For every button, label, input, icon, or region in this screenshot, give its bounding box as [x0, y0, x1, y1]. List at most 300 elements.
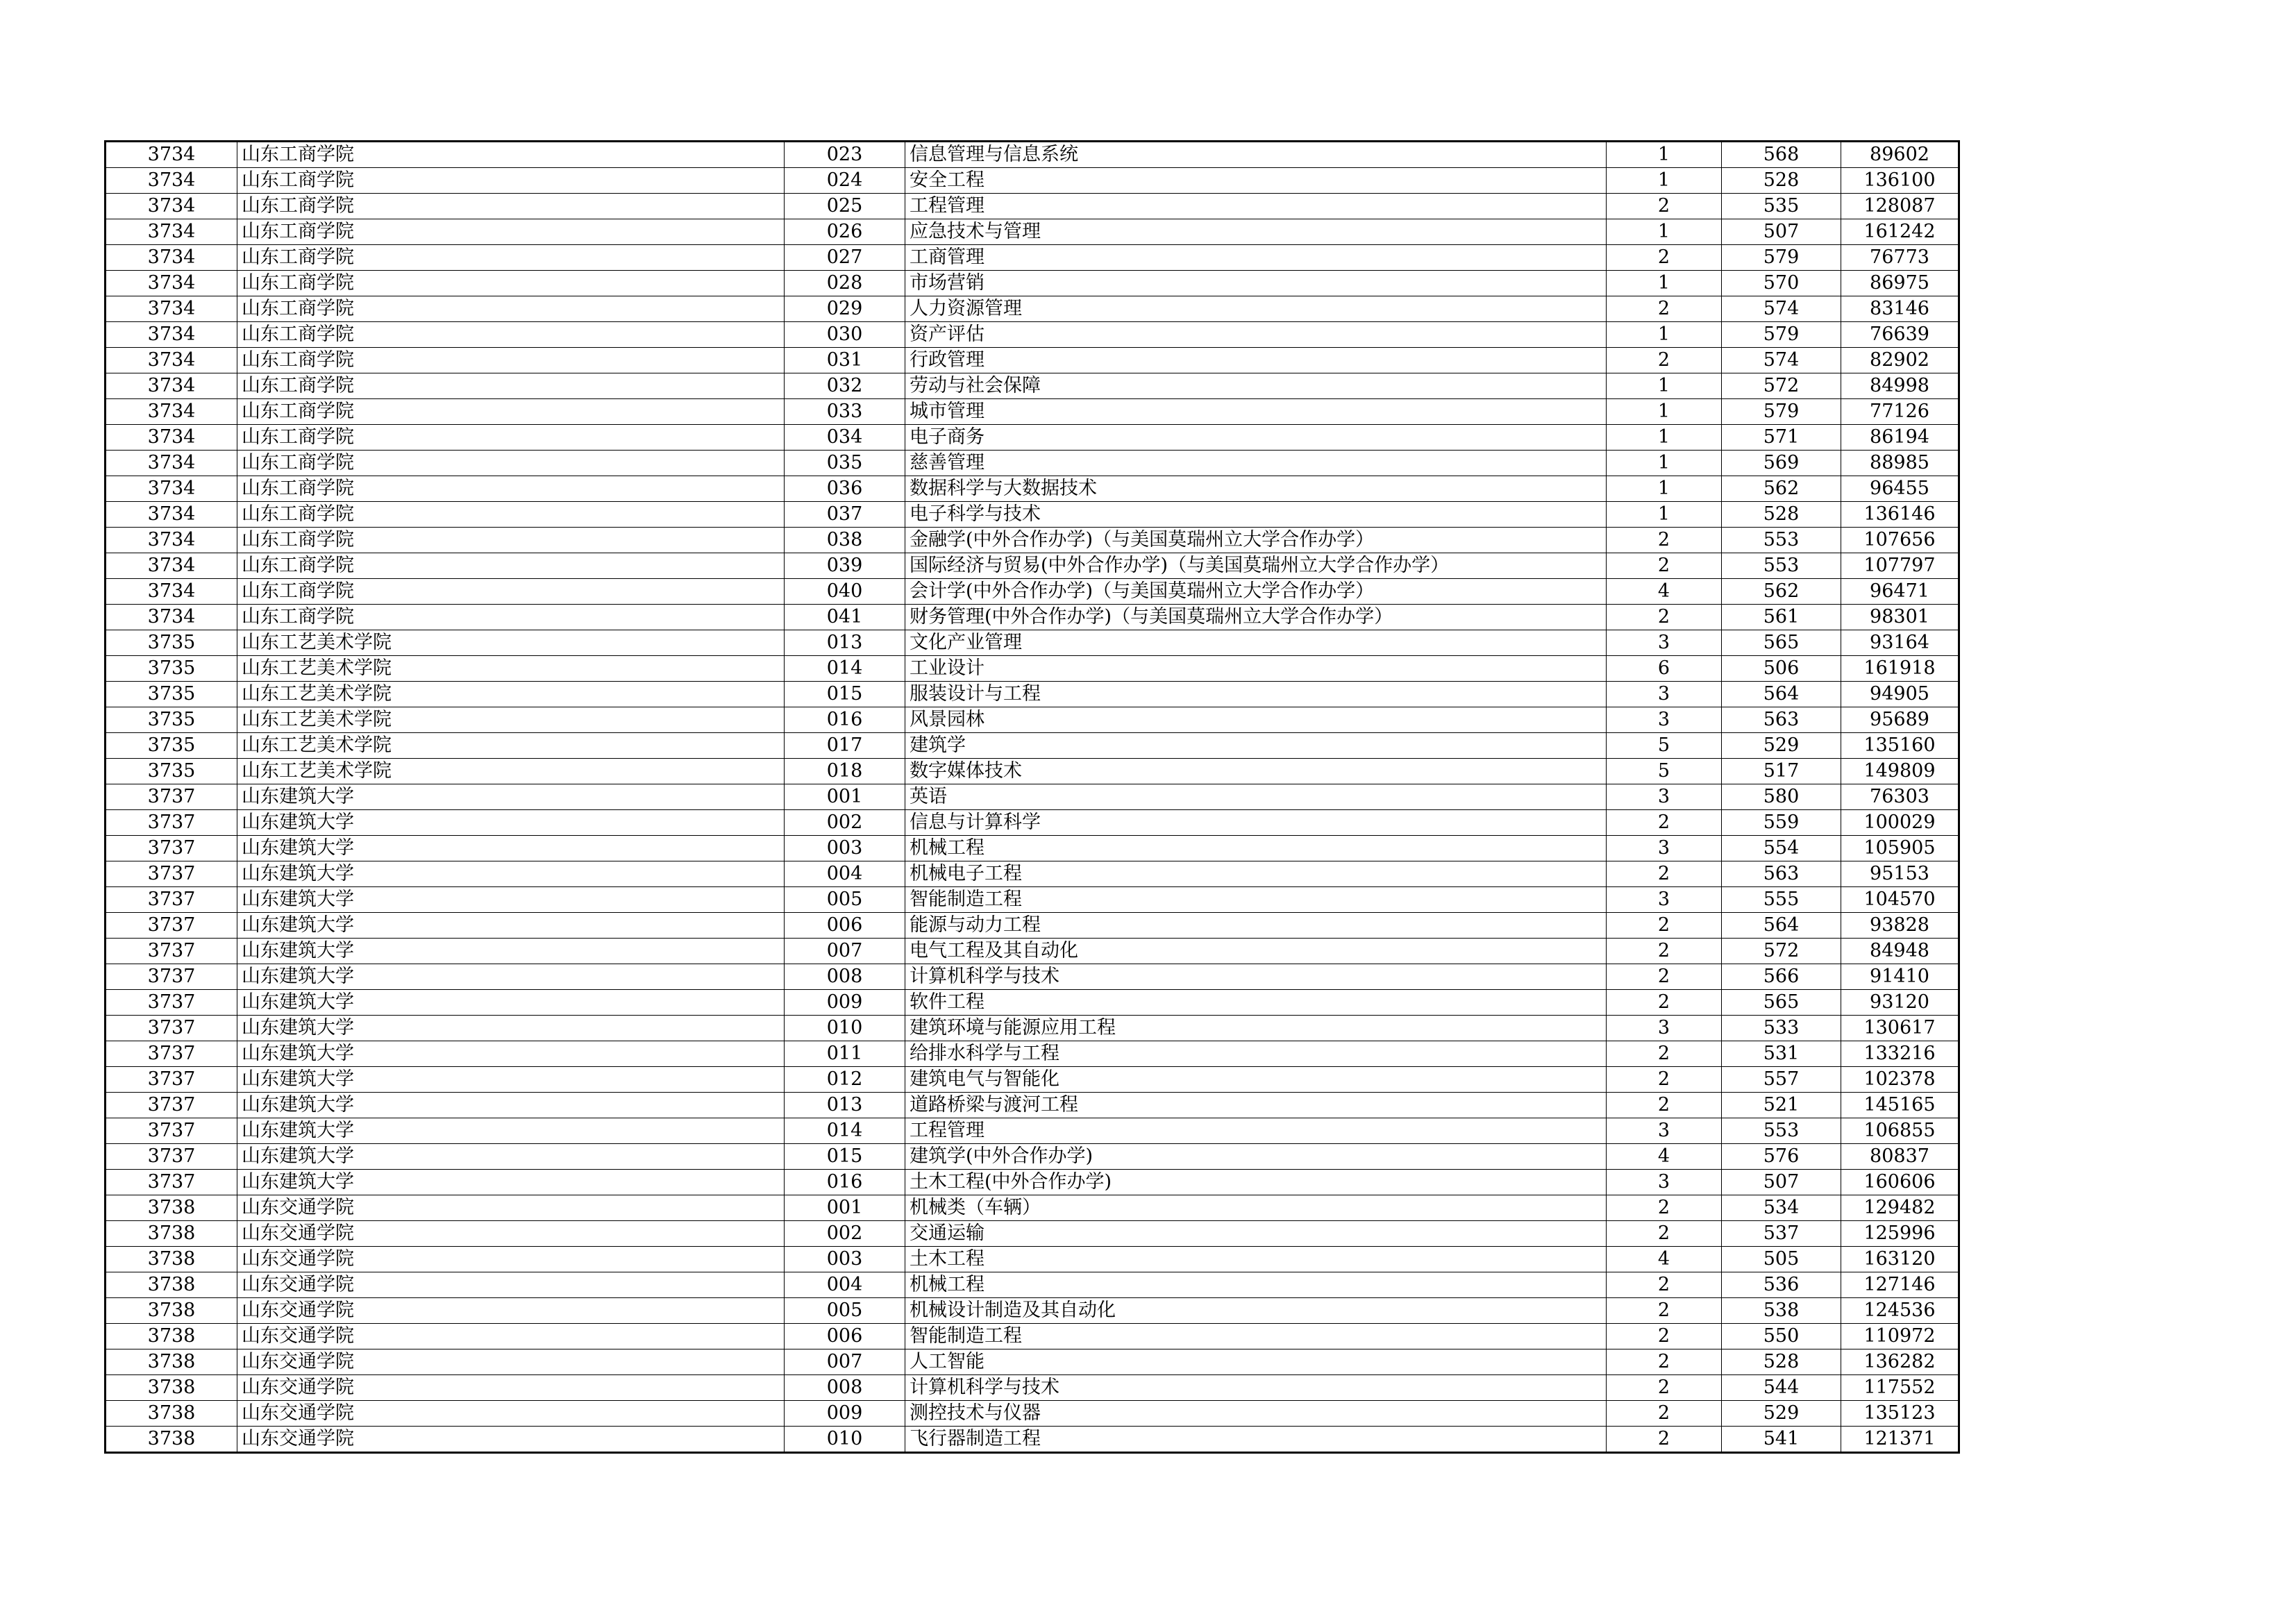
- table-row: [106, 810, 1959, 836]
- min-rank-cell: 84948: [1841, 939, 1959, 964]
- plan-count-cell: 2: [1607, 528, 1722, 553]
- major-name-cell: 工业设计: [905, 656, 1607, 682]
- table-row: [106, 1401, 1959, 1427]
- school-code-cell: 3737: [106, 939, 237, 964]
- table-row: [106, 1375, 1959, 1401]
- min-rank-cell: 160606: [1841, 1170, 1959, 1195]
- major-name-cell: 资产评估: [905, 322, 1607, 348]
- school-name-cell: 山东建筑大学: [237, 1016, 785, 1041]
- plan-count-cell: 3: [1607, 1170, 1722, 1195]
- plan-count-cell: 1: [1607, 219, 1722, 245]
- plan-count-cell: 2: [1607, 1195, 1722, 1221]
- major-code-cell: 002: [785, 810, 905, 836]
- table-row: [106, 168, 1959, 194]
- major-code-cell: 016: [785, 1170, 905, 1195]
- major-name-cell: 飞行器制造工程: [905, 1427, 1607, 1453]
- school-code-cell: 3734: [106, 553, 237, 579]
- school-name-cell: 山东工商学院: [237, 425, 785, 451]
- major-name-cell: 建筑电气与智能化: [905, 1067, 1607, 1093]
- school-name-cell: 山东工商学院: [237, 528, 785, 553]
- min-rank-cell: 84998: [1841, 373, 1959, 399]
- min-rank-cell: 96471: [1841, 579, 1959, 605]
- major-name-cell: 机械电子工程: [905, 861, 1607, 887]
- school-name-cell: 山东交通学院: [237, 1375, 785, 1401]
- min-rank-cell: 105905: [1841, 836, 1959, 861]
- major-code-cell: 024: [785, 168, 905, 194]
- min-score-cell: 531: [1722, 1041, 1841, 1067]
- min-rank-cell: 161918: [1841, 656, 1959, 682]
- min-score-cell: 544: [1722, 1375, 1841, 1401]
- major-code-cell: 023: [785, 142, 905, 168]
- school-code-cell: 3737: [106, 1144, 237, 1170]
- table-row: [106, 1349, 1959, 1375]
- min-rank-cell: 93828: [1841, 913, 1959, 939]
- table-row: [106, 1093, 1959, 1118]
- major-code-cell: 029: [785, 296, 905, 322]
- school-name-cell: 山东建筑大学: [237, 1093, 785, 1118]
- min-rank-cell: 95689: [1841, 707, 1959, 733]
- plan-count-cell: 2: [1607, 939, 1722, 964]
- major-code-cell: 005: [785, 887, 905, 913]
- table-row: [106, 1016, 1959, 1041]
- table-row: [106, 348, 1959, 373]
- plan-count-cell: 2: [1607, 1324, 1722, 1349]
- school-name-cell: 山东工商学院: [237, 296, 785, 322]
- min-rank-cell: 95153: [1841, 861, 1959, 887]
- major-name-cell: 道路桥梁与渡河工程: [905, 1093, 1607, 1118]
- school-name-cell: 山东建筑大学: [237, 784, 785, 810]
- school-name-cell: 山东工商学院: [237, 502, 785, 528]
- major-code-cell: 036: [785, 476, 905, 502]
- school-name-cell: 山东交通学院: [237, 1247, 785, 1272]
- min-rank-cell: 82902: [1841, 348, 1959, 373]
- table-row: [106, 1170, 1959, 1195]
- min-score-cell: 562: [1722, 579, 1841, 605]
- table-row: [106, 451, 1959, 476]
- school-name-cell: 山东工商学院: [237, 219, 785, 245]
- major-name-cell: 工程管理: [905, 194, 1607, 219]
- major-name-cell: 电气工程及其自动化: [905, 939, 1607, 964]
- plan-count-cell: 4: [1607, 579, 1722, 605]
- school-name-cell: 山东工商学院: [237, 194, 785, 219]
- min-score-cell: 507: [1722, 219, 1841, 245]
- major-name-cell: 英语: [905, 784, 1607, 810]
- min-score-cell: 550: [1722, 1324, 1841, 1349]
- plan-count-cell: 3: [1607, 682, 1722, 707]
- min-score-cell: 521: [1722, 1093, 1841, 1118]
- major-name-cell: 机械设计制造及其自动化: [905, 1298, 1607, 1324]
- min-rank-cell: 110972: [1841, 1324, 1959, 1349]
- plan-count-cell: 2: [1607, 1093, 1722, 1118]
- min-rank-cell: 76639: [1841, 322, 1959, 348]
- plan-count-cell: 2: [1607, 1401, 1722, 1427]
- admission-data-table: [104, 140, 1960, 1454]
- min-score-cell: 579: [1722, 245, 1841, 271]
- school-name-cell: 山东工商学院: [237, 142, 785, 168]
- min-rank-cell: 161242: [1841, 219, 1959, 245]
- min-rank-cell: 76303: [1841, 784, 1959, 810]
- plan-count-cell: 1: [1607, 142, 1722, 168]
- min-score-cell: 574: [1722, 296, 1841, 322]
- school-code-cell: 3735: [106, 733, 237, 759]
- major-code-cell: 040: [785, 579, 905, 605]
- table-row: [106, 630, 1959, 656]
- min-score-cell: 564: [1722, 682, 1841, 707]
- table-row: [106, 656, 1959, 682]
- school-name-cell: 山东建筑大学: [237, 887, 785, 913]
- major-name-cell: 交通运输: [905, 1221, 1607, 1247]
- min-score-cell: 563: [1722, 707, 1841, 733]
- school-name-cell: 山东交通学院: [237, 1221, 785, 1247]
- major-code-cell: 031: [785, 348, 905, 373]
- school-code-cell: 3737: [106, 810, 237, 836]
- major-name-cell: 电子商务: [905, 425, 1607, 451]
- school-name-cell: 山东工商学院: [237, 245, 785, 271]
- plan-count-cell: 2: [1607, 1298, 1722, 1324]
- min-score-cell: 534: [1722, 1195, 1841, 1221]
- school-name-cell: 山东建筑大学: [237, 1118, 785, 1144]
- table-row: [106, 990, 1959, 1016]
- school-code-cell: 3735: [106, 707, 237, 733]
- school-name-cell: 山东交通学院: [237, 1401, 785, 1427]
- major-name-cell: 建筑学(中外合作办学): [905, 1144, 1607, 1170]
- school-name-cell: 山东交通学院: [237, 1272, 785, 1298]
- major-name-cell: 数字媒体技术: [905, 759, 1607, 784]
- school-code-cell: 3734: [106, 605, 237, 630]
- min-score-cell: 537: [1722, 1221, 1841, 1247]
- major-name-cell: 计算机科学与技术: [905, 964, 1607, 990]
- min-rank-cell: 149809: [1841, 759, 1959, 784]
- major-code-cell: 004: [785, 1272, 905, 1298]
- major-code-cell: 007: [785, 1349, 905, 1375]
- school-code-cell: 3734: [106, 271, 237, 296]
- min-score-cell: 574: [1722, 348, 1841, 373]
- school-code-cell: 3734: [106, 194, 237, 219]
- min-rank-cell: 89602: [1841, 142, 1959, 168]
- min-score-cell: 529: [1722, 733, 1841, 759]
- min-rank-cell: 77126: [1841, 399, 1959, 425]
- major-name-cell: 工商管理: [905, 245, 1607, 271]
- min-rank-cell: 136282: [1841, 1349, 1959, 1375]
- school-code-cell: 3734: [106, 168, 237, 194]
- school-code-cell: 3734: [106, 399, 237, 425]
- major-code-cell: 013: [785, 630, 905, 656]
- table-row: [106, 836, 1959, 861]
- major-name-cell: 安全工程: [905, 168, 1607, 194]
- min-rank-cell: 88985: [1841, 451, 1959, 476]
- school-name-cell: 山东工商学院: [237, 579, 785, 605]
- min-score-cell: 554: [1722, 836, 1841, 861]
- table-row: [106, 887, 1959, 913]
- major-code-cell: 015: [785, 682, 905, 707]
- school-name-cell: 山东交通学院: [237, 1298, 785, 1324]
- table-body: [106, 142, 1959, 1453]
- plan-count-cell: 4: [1607, 1144, 1722, 1170]
- table-row: [106, 553, 1959, 579]
- table-row: [106, 322, 1959, 348]
- school-code-cell: 3738: [106, 1195, 237, 1221]
- table-row: [106, 913, 1959, 939]
- school-name-cell: 山东工艺美术学院: [237, 759, 785, 784]
- major-code-cell: 014: [785, 656, 905, 682]
- min-rank-cell: 100029: [1841, 810, 1959, 836]
- min-rank-cell: 136146: [1841, 502, 1959, 528]
- min-rank-cell: 133216: [1841, 1041, 1959, 1067]
- major-name-cell: 给排水科学与工程: [905, 1041, 1607, 1067]
- school-code-cell: 3738: [106, 1272, 237, 1298]
- min-score-cell: 528: [1722, 168, 1841, 194]
- table-row: [106, 1247, 1959, 1272]
- min-rank-cell: 128087: [1841, 194, 1959, 219]
- major-code-cell: 005: [785, 1298, 905, 1324]
- major-code-cell: 033: [785, 399, 905, 425]
- school-name-cell: 山东工商学院: [237, 348, 785, 373]
- table-row: [106, 245, 1959, 271]
- min-score-cell: 571: [1722, 425, 1841, 451]
- school-code-cell: 3737: [106, 1067, 237, 1093]
- table-row: [106, 219, 1959, 245]
- school-name-cell: 山东交通学院: [237, 1195, 785, 1221]
- min-score-cell: 528: [1722, 502, 1841, 528]
- major-name-cell: 工程管理: [905, 1118, 1607, 1144]
- school-code-cell: 3737: [106, 1170, 237, 1195]
- school-code-cell: 3734: [106, 579, 237, 605]
- min-score-cell: 565: [1722, 630, 1841, 656]
- major-code-cell: 038: [785, 528, 905, 553]
- major-name-cell: 风景园林: [905, 707, 1607, 733]
- school-name-cell: 山东工商学院: [237, 451, 785, 476]
- min-score-cell: 576: [1722, 1144, 1841, 1170]
- major-name-cell: 应急技术与管理: [905, 219, 1607, 245]
- plan-count-cell: 2: [1607, 553, 1722, 579]
- min-rank-cell: 93164: [1841, 630, 1959, 656]
- table-row: [106, 1427, 1959, 1453]
- major-name-cell: 市场营销: [905, 271, 1607, 296]
- school-code-cell: 3734: [106, 219, 237, 245]
- min-rank-cell: 104570: [1841, 887, 1959, 913]
- min-score-cell: 553: [1722, 528, 1841, 553]
- plan-count-cell: 2: [1607, 964, 1722, 990]
- plan-count-cell: 5: [1607, 733, 1722, 759]
- major-name-cell: 电子科学与技术: [905, 502, 1607, 528]
- major-name-cell: 会计学(中外合作办学)（与美国莫瑞州立大学合作办学）: [905, 579, 1607, 605]
- table-row: [106, 579, 1959, 605]
- plan-count-cell: 3: [1607, 836, 1722, 861]
- school-name-cell: 山东工艺美术学院: [237, 656, 785, 682]
- school-code-cell: 3735: [106, 682, 237, 707]
- min-score-cell: 553: [1722, 1118, 1841, 1144]
- major-code-cell: 006: [785, 1324, 905, 1349]
- plan-count-cell: 3: [1607, 887, 1722, 913]
- table-row: [106, 939, 1959, 964]
- plan-count-cell: 1: [1607, 425, 1722, 451]
- min-score-cell: 569: [1722, 451, 1841, 476]
- school-name-cell: 山东工艺美术学院: [237, 630, 785, 656]
- major-name-cell: 文化产业管理: [905, 630, 1607, 656]
- plan-count-cell: 2: [1607, 1427, 1722, 1453]
- major-code-cell: 001: [785, 1195, 905, 1221]
- min-rank-cell: 86975: [1841, 271, 1959, 296]
- school-name-cell: 山东工商学院: [237, 476, 785, 502]
- plan-count-cell: 1: [1607, 502, 1722, 528]
- table-row: [106, 142, 1959, 168]
- major-code-cell: 034: [785, 425, 905, 451]
- school-code-cell: 3737: [106, 1118, 237, 1144]
- school-name-cell: 山东工商学院: [237, 168, 785, 194]
- school-code-cell: 3738: [106, 1221, 237, 1247]
- major-name-cell: 金融学(中外合作办学)（与美国莫瑞州立大学合作办学）: [905, 528, 1607, 553]
- school-code-cell: 3738: [106, 1375, 237, 1401]
- school-name-cell: 山东工商学院: [237, 322, 785, 348]
- plan-count-cell: 5: [1607, 759, 1722, 784]
- table-row: [106, 733, 1959, 759]
- min-score-cell: 562: [1722, 476, 1841, 502]
- major-code-cell: 013: [785, 1093, 905, 1118]
- min-score-cell: 507: [1722, 1170, 1841, 1195]
- major-code-cell: 002: [785, 1221, 905, 1247]
- min-score-cell: 568: [1722, 142, 1841, 168]
- major-name-cell: 机械类（车辆）: [905, 1195, 1607, 1221]
- major-name-cell: 智能制造工程: [905, 887, 1607, 913]
- school-code-cell: 3737: [106, 964, 237, 990]
- school-code-cell: 3738: [106, 1298, 237, 1324]
- school-name-cell: 山东工艺美术学院: [237, 733, 785, 759]
- school-code-cell: 3734: [106, 348, 237, 373]
- major-code-cell: 010: [785, 1427, 905, 1453]
- major-name-cell: 服装设计与工程: [905, 682, 1607, 707]
- min-score-cell: 535: [1722, 194, 1841, 219]
- school-name-cell: 山东交通学院: [237, 1427, 785, 1453]
- major-code-cell: 012: [785, 1067, 905, 1093]
- school-name-cell: 山东建筑大学: [237, 861, 785, 887]
- school-name-cell: 山东交通学院: [237, 1349, 785, 1375]
- school-code-cell: 3738: [106, 1401, 237, 1427]
- table-row: [106, 1118, 1959, 1144]
- min-rank-cell: 94905: [1841, 682, 1959, 707]
- min-score-cell: 564: [1722, 913, 1841, 939]
- min-rank-cell: 124536: [1841, 1298, 1959, 1324]
- major-name-cell: 机械工程: [905, 1272, 1607, 1298]
- major-code-cell: 008: [785, 964, 905, 990]
- plan-count-cell: 2: [1607, 1041, 1722, 1067]
- plan-count-cell: 2: [1607, 348, 1722, 373]
- major-code-cell: 039: [785, 553, 905, 579]
- school-code-cell: 3737: [106, 1093, 237, 1118]
- table-row: [106, 707, 1959, 733]
- school-code-cell: 3737: [106, 861, 237, 887]
- min-rank-cell: 96455: [1841, 476, 1959, 502]
- school-code-cell: 3735: [106, 630, 237, 656]
- school-code-cell: 3734: [106, 296, 237, 322]
- min-score-cell: 557: [1722, 1067, 1841, 1093]
- major-code-cell: 007: [785, 939, 905, 964]
- major-name-cell: 人力资源管理: [905, 296, 1607, 322]
- major-name-cell: 建筑环境与能源应用工程: [905, 1016, 1607, 1041]
- school-code-cell: 3734: [106, 142, 237, 168]
- min-score-cell: 528: [1722, 1349, 1841, 1375]
- min-score-cell: 505: [1722, 1247, 1841, 1272]
- table-row: [106, 964, 1959, 990]
- min-score-cell: 566: [1722, 964, 1841, 990]
- min-rank-cell: 121371: [1841, 1427, 1959, 1453]
- major-code-cell: 025: [785, 194, 905, 219]
- major-code-cell: 030: [785, 322, 905, 348]
- min-rank-cell: 98301: [1841, 605, 1959, 630]
- major-code-cell: 009: [785, 990, 905, 1016]
- plan-count-cell: 2: [1607, 861, 1722, 887]
- major-name-cell: 行政管理: [905, 348, 1607, 373]
- school-code-cell: 3734: [106, 245, 237, 271]
- school-name-cell: 山东建筑大学: [237, 1144, 785, 1170]
- min-rank-cell: 125996: [1841, 1221, 1959, 1247]
- min-rank-cell: 135123: [1841, 1401, 1959, 1427]
- table-row: [106, 1195, 1959, 1221]
- school-name-cell: 山东建筑大学: [237, 1041, 785, 1067]
- major-code-cell: 017: [785, 733, 905, 759]
- min-rank-cell: 93120: [1841, 990, 1959, 1016]
- school-code-cell: 3735: [106, 759, 237, 784]
- min-rank-cell: 127146: [1841, 1272, 1959, 1298]
- min-score-cell: 565: [1722, 990, 1841, 1016]
- plan-count-cell: 3: [1607, 707, 1722, 733]
- min-score-cell: 536: [1722, 1272, 1841, 1298]
- major-name-cell: 信息与计算科学: [905, 810, 1607, 836]
- table-row: [106, 194, 1959, 219]
- major-code-cell: 016: [785, 707, 905, 733]
- plan-count-cell: 1: [1607, 322, 1722, 348]
- plan-count-cell: 1: [1607, 271, 1722, 296]
- major-name-cell: 机械工程: [905, 836, 1607, 861]
- school-code-cell: 3738: [106, 1349, 237, 1375]
- table-row: [106, 682, 1959, 707]
- school-code-cell: 3737: [106, 913, 237, 939]
- min-score-cell: 517: [1722, 759, 1841, 784]
- min-rank-cell: 107797: [1841, 553, 1959, 579]
- min-rank-cell: 117552: [1841, 1375, 1959, 1401]
- school-name-cell: 山东建筑大学: [237, 1067, 785, 1093]
- major-name-cell: 国际经济与贸易(中外合作办学)（与美国莫瑞州立大学合作办学）: [905, 553, 1607, 579]
- school-name-cell: 山东工艺美术学院: [237, 682, 785, 707]
- min-score-cell: 538: [1722, 1298, 1841, 1324]
- min-score-cell: 533: [1722, 1016, 1841, 1041]
- table-row: [106, 1324, 1959, 1349]
- table-row: [106, 1067, 1959, 1093]
- school-code-cell: 3737: [106, 1016, 237, 1041]
- min-rank-cell: 163120: [1841, 1247, 1959, 1272]
- major-code-cell: 032: [785, 373, 905, 399]
- min-rank-cell: 86194: [1841, 425, 1959, 451]
- plan-count-cell: 3: [1607, 784, 1722, 810]
- plan-count-cell: 1: [1607, 476, 1722, 502]
- plan-count-cell: 4: [1607, 1247, 1722, 1272]
- major-name-cell: 计算机科学与技术: [905, 1375, 1607, 1401]
- major-code-cell: 027: [785, 245, 905, 271]
- major-code-cell: 001: [785, 784, 905, 810]
- plan-count-cell: 2: [1607, 194, 1722, 219]
- table-row: [106, 759, 1959, 784]
- table-row: [106, 1298, 1959, 1324]
- min-score-cell: 579: [1722, 399, 1841, 425]
- min-score-cell: 559: [1722, 810, 1841, 836]
- major-name-cell: 土木工程: [905, 1247, 1607, 1272]
- major-code-cell: 003: [785, 836, 905, 861]
- min-rank-cell: 102378: [1841, 1067, 1959, 1093]
- min-rank-cell: 83146: [1841, 296, 1959, 322]
- plan-count-cell: 2: [1607, 1272, 1722, 1298]
- table-row: [106, 1041, 1959, 1067]
- min-score-cell: 570: [1722, 271, 1841, 296]
- table-row: [106, 784, 1959, 810]
